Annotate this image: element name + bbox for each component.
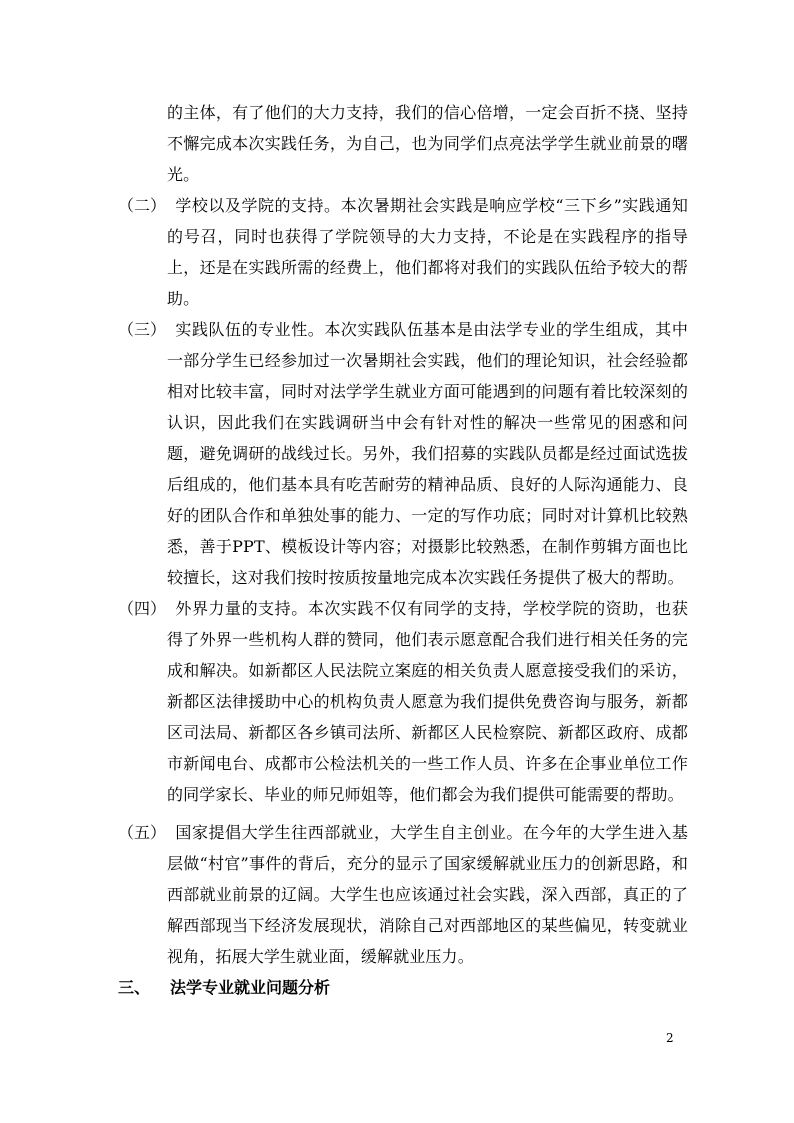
list-item-3 (118, 314, 688, 593)
list-item-label: （五） (118, 823, 167, 842)
list-item-4 (118, 593, 688, 810)
intro-paragraph: 的主体，有了他们的大力支持，我们的信心倍增，一定会百折不挠、坚持不懈完成本次实践任务，为自己，也为同学们点亮法学学生就业前景的曙光。 (167, 103, 688, 184)
list-item-text: 学校以及学院的支持。本次暑期社会实践是响应学校“三下乡”实践通知的号召，同时也获得了学院领导的大力支持，不论是在实践程序的指导上，还是在实践所需的经费上，他们都将对我们的实践队伍给予较大的帮助。 (167, 196, 688, 308)
list-item-label: （四） (118, 599, 167, 618)
list-item-5 (118, 817, 688, 972)
list-item-2 (118, 190, 688, 314)
list-item-text: 国家提倡大学生往西部就业，大学生自主创业。在今年的大学生进入基层做“村官”事件的背后，充分的显示了国家缓解就业压力的创新思路，和西部就业前景的辽阔。大学生也应该通过社会实践，深入西部，真正的了解西部现当下经济发展现状，消除自己对西部地区的某些偏见，转变就业视角，拓展大学生就业面，缓解就业压力。 (167, 823, 688, 966)
section-number: 三、 (118, 978, 151, 997)
page-number: 2 (666, 1031, 674, 1045)
list-item-label: （三） (118, 320, 167, 339)
section-title: 法学专业就业问题分析 (170, 978, 331, 997)
section-heading (118, 972, 330, 1003)
list-item-label: （二） (118, 196, 167, 215)
list-item-text: 实践队伍的专业性。本次实践队伍基本是由法学专业的学生组成，其中一部分学生已经参加过一次暑期社会实践，他们的理论知识，社会经验都相对比较丰富，同时对法学学生就业方面可能遇到的问题有着比较深刻的认识，因此我们在实践调研当中会有针对性的解决一些常见的困惑和问题，避免调研的战线过长。另外，我们招募的实践队员都是经过面试选拔后组成的，他们基本具有吃苦耐劳的精神品质、良好的人际沟通能力、良好的团队合作和单独处事的能力、一定的写作功底；同时对计算机比较熟悉，善于PPT、模板设计等内容；对摄影比较熟悉，在制作剪辑方面也比较擅长，这对我们按时按质按量地完成本次实践任务提供了极大的帮助。 (167, 320, 688, 587)
list-item-text: 外界力量的支持。本次实践不仅有同学的支持，学校学院的资助，也获得了外界一些机构人群的赞同，他们表示愿意配合我们进行相关任务的完成和解决。如新都区人民法院立案庭的相关负责人愿意接受我们的采访，新都区法律援助中心的机构负责人愿意为我们提供免费咨询与服务，新都区司法局、新都区各乡镇司法所、新都区人民检察院、新都区政府、成都市新闻电台、成都市公检法机关的一些工作人员、许多在企事业单位工作的同学家长、毕业的师兄师姐等，他们都会为我们提供可能需要的帮助。 (167, 599, 688, 804)
